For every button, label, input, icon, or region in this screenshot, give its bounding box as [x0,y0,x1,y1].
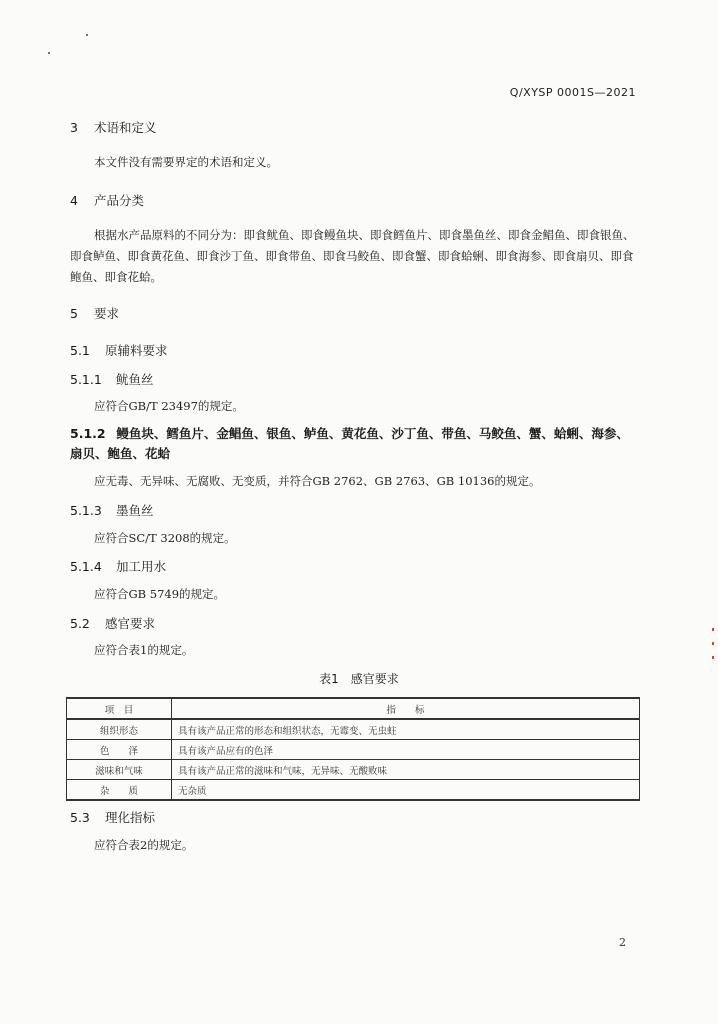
section-title: 加工用水 [115,559,166,574]
table-cell-item: 组织形态 [67,719,172,740]
table-1-title: 表1 感官要求 [319,672,399,686]
section-5-1-4-text: 应符合GB 5749的规定。 [94,587,226,601]
table-cell-item: 滋味和气味 [67,760,172,780]
table-header-cell: 指 标 [172,698,640,719]
section-title: 要求 [93,306,119,321]
section-title: 原辅料要求 [104,343,168,358]
section-number: 5.1 [70,343,90,358]
section-5-3-heading [70,808,155,826]
section-number: 3 [70,120,78,135]
section-number: 5.1.3 [70,503,102,518]
table-row [67,780,640,801]
section-number: 5 [70,306,78,321]
table-row [67,740,640,760]
section-title: 产品分类 [93,193,144,208]
page-number: 2 [619,936,626,949]
section-5-1-2-heading [70,424,640,464]
table-cell-item: 杂 质 [67,780,172,801]
edge-mark [712,642,714,645]
table-cell-indicator: 具有该产品应有的色泽 [172,740,640,760]
table-cell-indicator: 无杂质 [172,780,640,801]
section-number: 4 [70,193,78,208]
edge-mark [712,656,714,659]
section-number: 5.1.1 [70,372,102,387]
section-5-2-heading [70,614,155,632]
section-title: 鳗鱼块、鳕鱼片、金鲳鱼、银鱼、鲈鱼、黄花鱼、沙丁鱼、带鱼、马鲛鱼、蟹、蛤蜊、海参、扇贝、鲍鱼、花蛤 [70,426,629,461]
section-5-2-text: 应符合表1的规定。 [94,643,194,657]
table-row [67,719,640,740]
section-5-1-2-text: 应无毒、无异味、无腐败、无变质，并符合GB 2762、GB 2763、GB 10136的规定。 [94,474,541,488]
table-header-cell: 项 目 [67,698,172,719]
section-5-1-3-text: 应符合SC/T 3208的规定。 [94,531,236,545]
section-number: 5.1.4 [70,559,102,574]
section-title: 理化指标 [104,810,155,825]
scan-speck [48,52,50,54]
section-5-heading [70,304,119,322]
section-title: 墨鱼丝 [115,503,154,518]
section-4-heading [70,191,144,209]
table-row [67,760,640,780]
table-cell-indicator: 具有该产品正常的形态和组织状态，无霉变、无虫蛀 [172,719,640,740]
section-5-1-4-heading [70,557,166,575]
table-cell-indicator: 具有该产品正常的滋味和气味，无异味、无酸败味 [172,760,640,780]
table-cell-item: 色 泽 [67,740,172,760]
section-title: 术语和定义 [93,120,157,135]
section-3-heading [70,118,157,136]
section-title: 鱿鱼丝 [115,372,154,387]
section-5-1-1-text: 应符合GB/T 23497的规定。 [94,399,244,413]
section-3-text: 本文件没有需要界定的术语和定义。 [94,155,278,169]
scan-speck [86,34,88,36]
section-5-1-1-heading [70,370,154,388]
section-5-1-3-heading [70,501,154,519]
section-number: 5.3 [70,810,90,825]
section-5-1-heading [70,341,168,359]
section-number: 5.1.2 [70,426,106,441]
section-number: 5.2 [70,616,90,631]
section-4-text: 根据水产品原料的不同分为：即食鱿鱼、即食鳗鱼块、即食鳕鱼片、即食墨鱼丝、即食金鲳鱼、即食银鱼、即食鲈鱼、即食黄花鱼、即食沙丁鱼、即食带鱼、即食马鲛鱼、即食蟹、即食蛤蜊、即食海参、即食扇贝、即食鲍鱼、即食花蛤。 [70,228,635,284]
standard-code: Q/XYSP 0001S—2021 [509,86,636,99]
table-header-row [67,698,640,719]
edge-mark [712,628,714,631]
section-5-3-text: 应符合表2的规定。 [94,838,194,852]
section-title: 感官要求 [104,616,155,631]
sensory-requirements-table [66,697,640,801]
